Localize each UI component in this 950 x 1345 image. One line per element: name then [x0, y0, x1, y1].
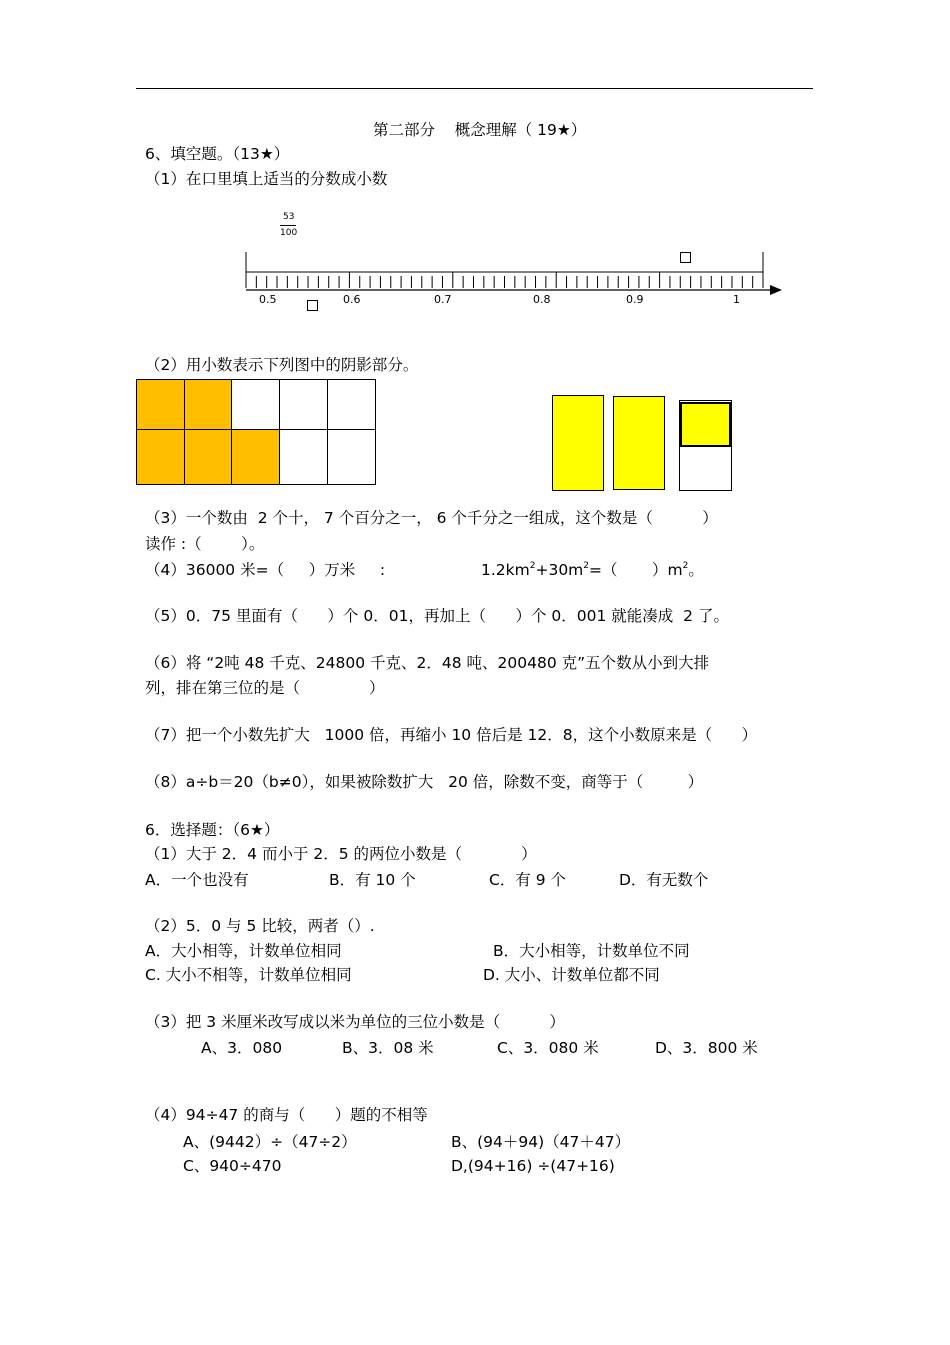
line-label-0.6: 0.6	[343, 293, 361, 306]
line-label-0.7: 0.7	[434, 293, 452, 306]
choice-3-option-c[interactable]: C、3．080 米	[497, 1039, 599, 1057]
grid-cell	[184, 379, 232, 430]
choice-1-option-c[interactable]: C．有 9 个	[489, 871, 567, 889]
choice-4-option-a[interactable]: A、(9442）÷（47÷2）	[183, 1133, 357, 1151]
choice-3-option-b[interactable]: B、3．08 米	[342, 1039, 434, 1057]
choice-2-option-d[interactable]: D. 大小、计数单位都不同	[483, 966, 660, 984]
question-6a: （6）将 “2吨 48 千克、24800 千克、2．48 吨、200480 克”五个数从小到大排	[145, 654, 710, 672]
choice-2-option-c[interactable]: C. 大小不相等，计数单位相同	[145, 966, 352, 984]
fraction-numerator: 53	[283, 212, 295, 222]
ruler-ticks	[246, 272, 763, 288]
question-4a: （4）36000 米=（ ）万米 :	[145, 561, 386, 579]
question-1: （1）在口里填上适当的分数成小数	[145, 170, 388, 188]
grid-cell	[327, 379, 376, 430]
choice-1-question: （1）大于 2．4 而小于 2．5 的两位小数是（ ）	[145, 845, 537, 863]
choice-3-option-d[interactable]: D、3．800 米	[655, 1039, 758, 1057]
section-title: 第二部分 概念理解（ 19★）	[373, 121, 587, 139]
grid-cell	[136, 379, 185, 430]
grid-cell	[279, 379, 328, 430]
choice-2-question: （2）5．0 与 5 比较，两者（）.	[145, 917, 375, 935]
question-3b: 读作 :（ ）。	[145, 535, 265, 553]
question-8: （8）a÷b＝20（b≠0），如果被除数扩大 20 倍，除数不变，商等于（ ）	[145, 773, 704, 791]
line-label-0.5: 0.5	[259, 293, 277, 306]
grid-cell	[231, 379, 280, 430]
choice-4-question: （4）94÷47 的商与（ ）题的不相等	[145, 1106, 428, 1124]
yellow-rect-2	[613, 396, 665, 490]
question-5: （5）0．75 里面有（ ）个 0．01，再加上（ ）个 0．001 就能凑成 2 了。	[145, 607, 729, 625]
partial-rect-shaded	[680, 402, 731, 447]
question-7: （7）把一个小数先扩大 1000 倍，再缩小 10 倍后是 12．8，这个小数原来是（ ）	[145, 726, 758, 744]
question-4b: $1.2km^2+30m^2=$（ ）$m^2$。	[481, 561, 704, 579]
question-6b: 列，排在第三位的是（ ）	[145, 679, 385, 697]
grid-cell	[184, 429, 232, 485]
question-2: （2）用小数表示下列图中的阴影部分。	[145, 356, 419, 374]
choice-4-option-c[interactable]: C、940÷470	[183, 1157, 282, 1175]
choice-3-question: （3）把 3 米厘米改写成以米为单位的三位小数是（ ）	[145, 1013, 565, 1031]
axis-arrow	[770, 285, 782, 295]
choice-1-option-b[interactable]: B．有 10 个	[329, 871, 416, 889]
grid-cell	[327, 429, 376, 485]
top-rule	[136, 88, 813, 89]
fraction-denominator: 100	[280, 228, 298, 238]
fill-heading: 6、填空题。（13★）	[145, 145, 290, 163]
choice-1-option-d[interactable]: D．有无数个	[619, 871, 709, 889]
choice-4-option-d[interactable]: D,(94+16) ÷(47+16)	[451, 1157, 615, 1175]
answer-box-top[interactable]	[680, 252, 691, 263]
fraction-bar	[280, 225, 296, 226]
number-line	[240, 248, 785, 298]
answer-box-bottom[interactable]	[307, 300, 318, 311]
choice-2-option-b[interactable]: B．大小相等，计数单位不同	[493, 942, 690, 960]
line-label-0.9: 0.9	[626, 293, 644, 306]
grid-cell	[136, 429, 185, 485]
choice-heading: 6．选择题：（6★）	[145, 821, 280, 839]
line-label-1: 1	[733, 293, 740, 306]
question-3a: （3）一个数由 2 个十， 7 个百分之一， 6 个千分之一组成，这个数是（ ）	[145, 509, 718, 527]
choice-2-option-a[interactable]: A．大小相等，计数单位相同	[145, 942, 342, 960]
line-label-0.8: 0.8	[533, 293, 551, 306]
grid-cell	[279, 429, 328, 485]
grid-cell	[231, 429, 280, 485]
yellow-rect-1	[552, 395, 604, 491]
choice-4-option-b[interactable]: B、(94＋94)（47＋47）	[451, 1133, 631, 1151]
choice-3-option-a[interactable]: A、3．080	[201, 1039, 283, 1057]
choice-1-option-a[interactable]: A．一个也没有	[145, 871, 249, 889]
